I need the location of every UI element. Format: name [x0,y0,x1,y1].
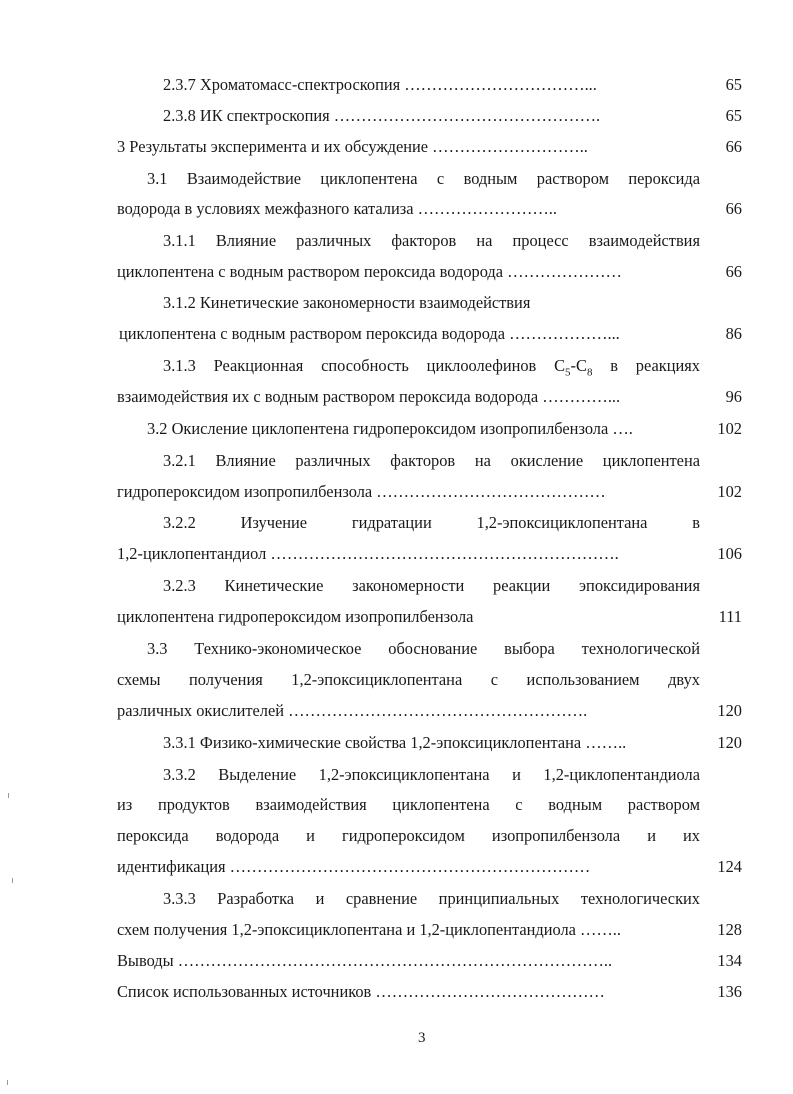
toc-entry-3-3-3-line1: 3.3.3 Разработка и сравнение принципиальных технологических [163,889,700,908]
toc-entry-3-3-2-line3: пероксида водорода и гидропероксидом изопропилбензола и их [117,826,700,845]
toc-entry-3-3-line2: схемы получения 1,2-эпоксициклопентана с использованием двух [117,670,700,689]
toc-entry-3-3-2-line2: из продуктов взаимодействия циклопентена с водным раствором [117,795,700,814]
toc-page-3-1-2: 86 [725,324,742,343]
toc-page-3: 66 [725,137,742,156]
toc-entry-3-2-2-line2: 1,2-циклопентандиол ………………………………………………………. [117,544,619,563]
toc-entry-3-2-2-line1: 3.2.2 Изучение гидратации 1,2-эпоксициклопентана в [163,513,700,532]
toc-entry-2-3-7: 2.3.7 Хроматомасс-спектроскопия ……………………………... [163,75,597,94]
toc-entry-3-2-3-line2: циклопентена гидропероксидом изопропилбензола [117,607,474,626]
toc-page-3-1: 66 [725,199,742,218]
toc-entry-3-2-3-line1: 3.2.3 Кинетические закономерности реакции эпоксидирования [163,576,700,595]
toc-entry-3-1-line1: 3.1 Взаимодействие циклопентена с водным раствором пероксида [147,169,700,188]
toc-page-3-3-1: 120 [717,733,742,752]
toc-entry-3-1-1-line1: 3.1.1 Влияние различных факторов на процесс взаимодействия [163,231,700,250]
toc-page-3-2: 102 [717,419,742,438]
toc-entry-3-3-3-line2: схем получения 1,2-эпоксициклопентана и 1,2-циклопентандиола …….. [117,920,621,939]
scan-speck [7,1080,8,1085]
toc-entry-3: 3 Результаты эксперимента и их обсуждение ……………………….. [117,137,588,156]
toc-entry-3-1-3-line2: взаимодействия их с водным раствором пероксида водорода …………... [117,387,621,406]
toc-entry-references: Список использованных источников …………………………………… [117,982,605,1001]
toc-entry-conclusions: Выводы …………………………………………………………………….. [117,951,613,970]
toc-page-2-3-8: 65 [725,106,742,125]
toc-entry-3-1-1-line2: циклопентена с водным раствором пероксида водорода ………………… [117,262,622,281]
toc-page-3-2-2: 106 [717,544,742,563]
toc-entry-3-3-2-line4: идентификация ………………………………………………………… [117,857,591,876]
toc-page-3-2-1: 102 [717,482,742,501]
toc-page-3-1-1: 66 [725,262,742,281]
toc-page-2-3-7: 65 [725,75,742,94]
toc-entry-3-1-3-line1: 3.1.3 Реакционная способность циклоолефинов $C_5-C_8$ в реакциях [163,356,700,379]
toc-entry-3-2-1-line1: 3.2.1 Влияние различных факторов на окисление циклопентена [163,451,700,470]
scan-speck [12,878,13,883]
toc-page-3-2-3: 111 [718,607,742,626]
toc-entry-3-3-1: 3.3.1 Физико-химические свойства 1,2-эпоксициклопентана …….. [163,733,627,752]
toc-page-3-1-3: 96 [725,387,742,406]
toc-entry-3-2: 3.2 Окисление циклопентена гидропероксидом изопропилбензола …. [147,419,633,438]
toc-entry-3-1-2-line1: 3.1.2 Кинетические закономерности взаимодействия [163,293,531,312]
toc-entry-3-1-line2: водорода в условиях межфазного катализа …………………….. [117,199,557,218]
toc-entry-2-3-8: 2.3.8 ИК спектроскопия …………………………………………. [163,106,601,125]
page-number: 3 [418,1030,426,1046]
toc-entry-3-3-line1: 3.3 Технико-экономическое обоснование выбора технологической [147,639,700,658]
scan-speck [8,793,9,798]
toc-entry-3-1-2-line2: циклопентена с водным раствором пероксида водорода ………………... [119,324,620,343]
toc-page-3-3-2: 124 [717,857,742,876]
toc-entry-3-2-1-line2: гидропероксидом изопропилбензола …………………………………… [117,482,606,501]
toc-page-references: 136 [717,982,742,1001]
toc-page-conclusions: 134 [717,951,742,970]
toc-entry-3-3-2-line1: 3.3.2 Выделение 1,2-эпоксициклопентана и 1,2-циклопентандиола [163,765,700,784]
toc-entry-3-3-line3: различных окислителей ………………………………………………. [117,701,588,720]
toc-page-3-3-3: 128 [717,920,742,939]
toc-page-3-3: 120 [717,701,742,720]
